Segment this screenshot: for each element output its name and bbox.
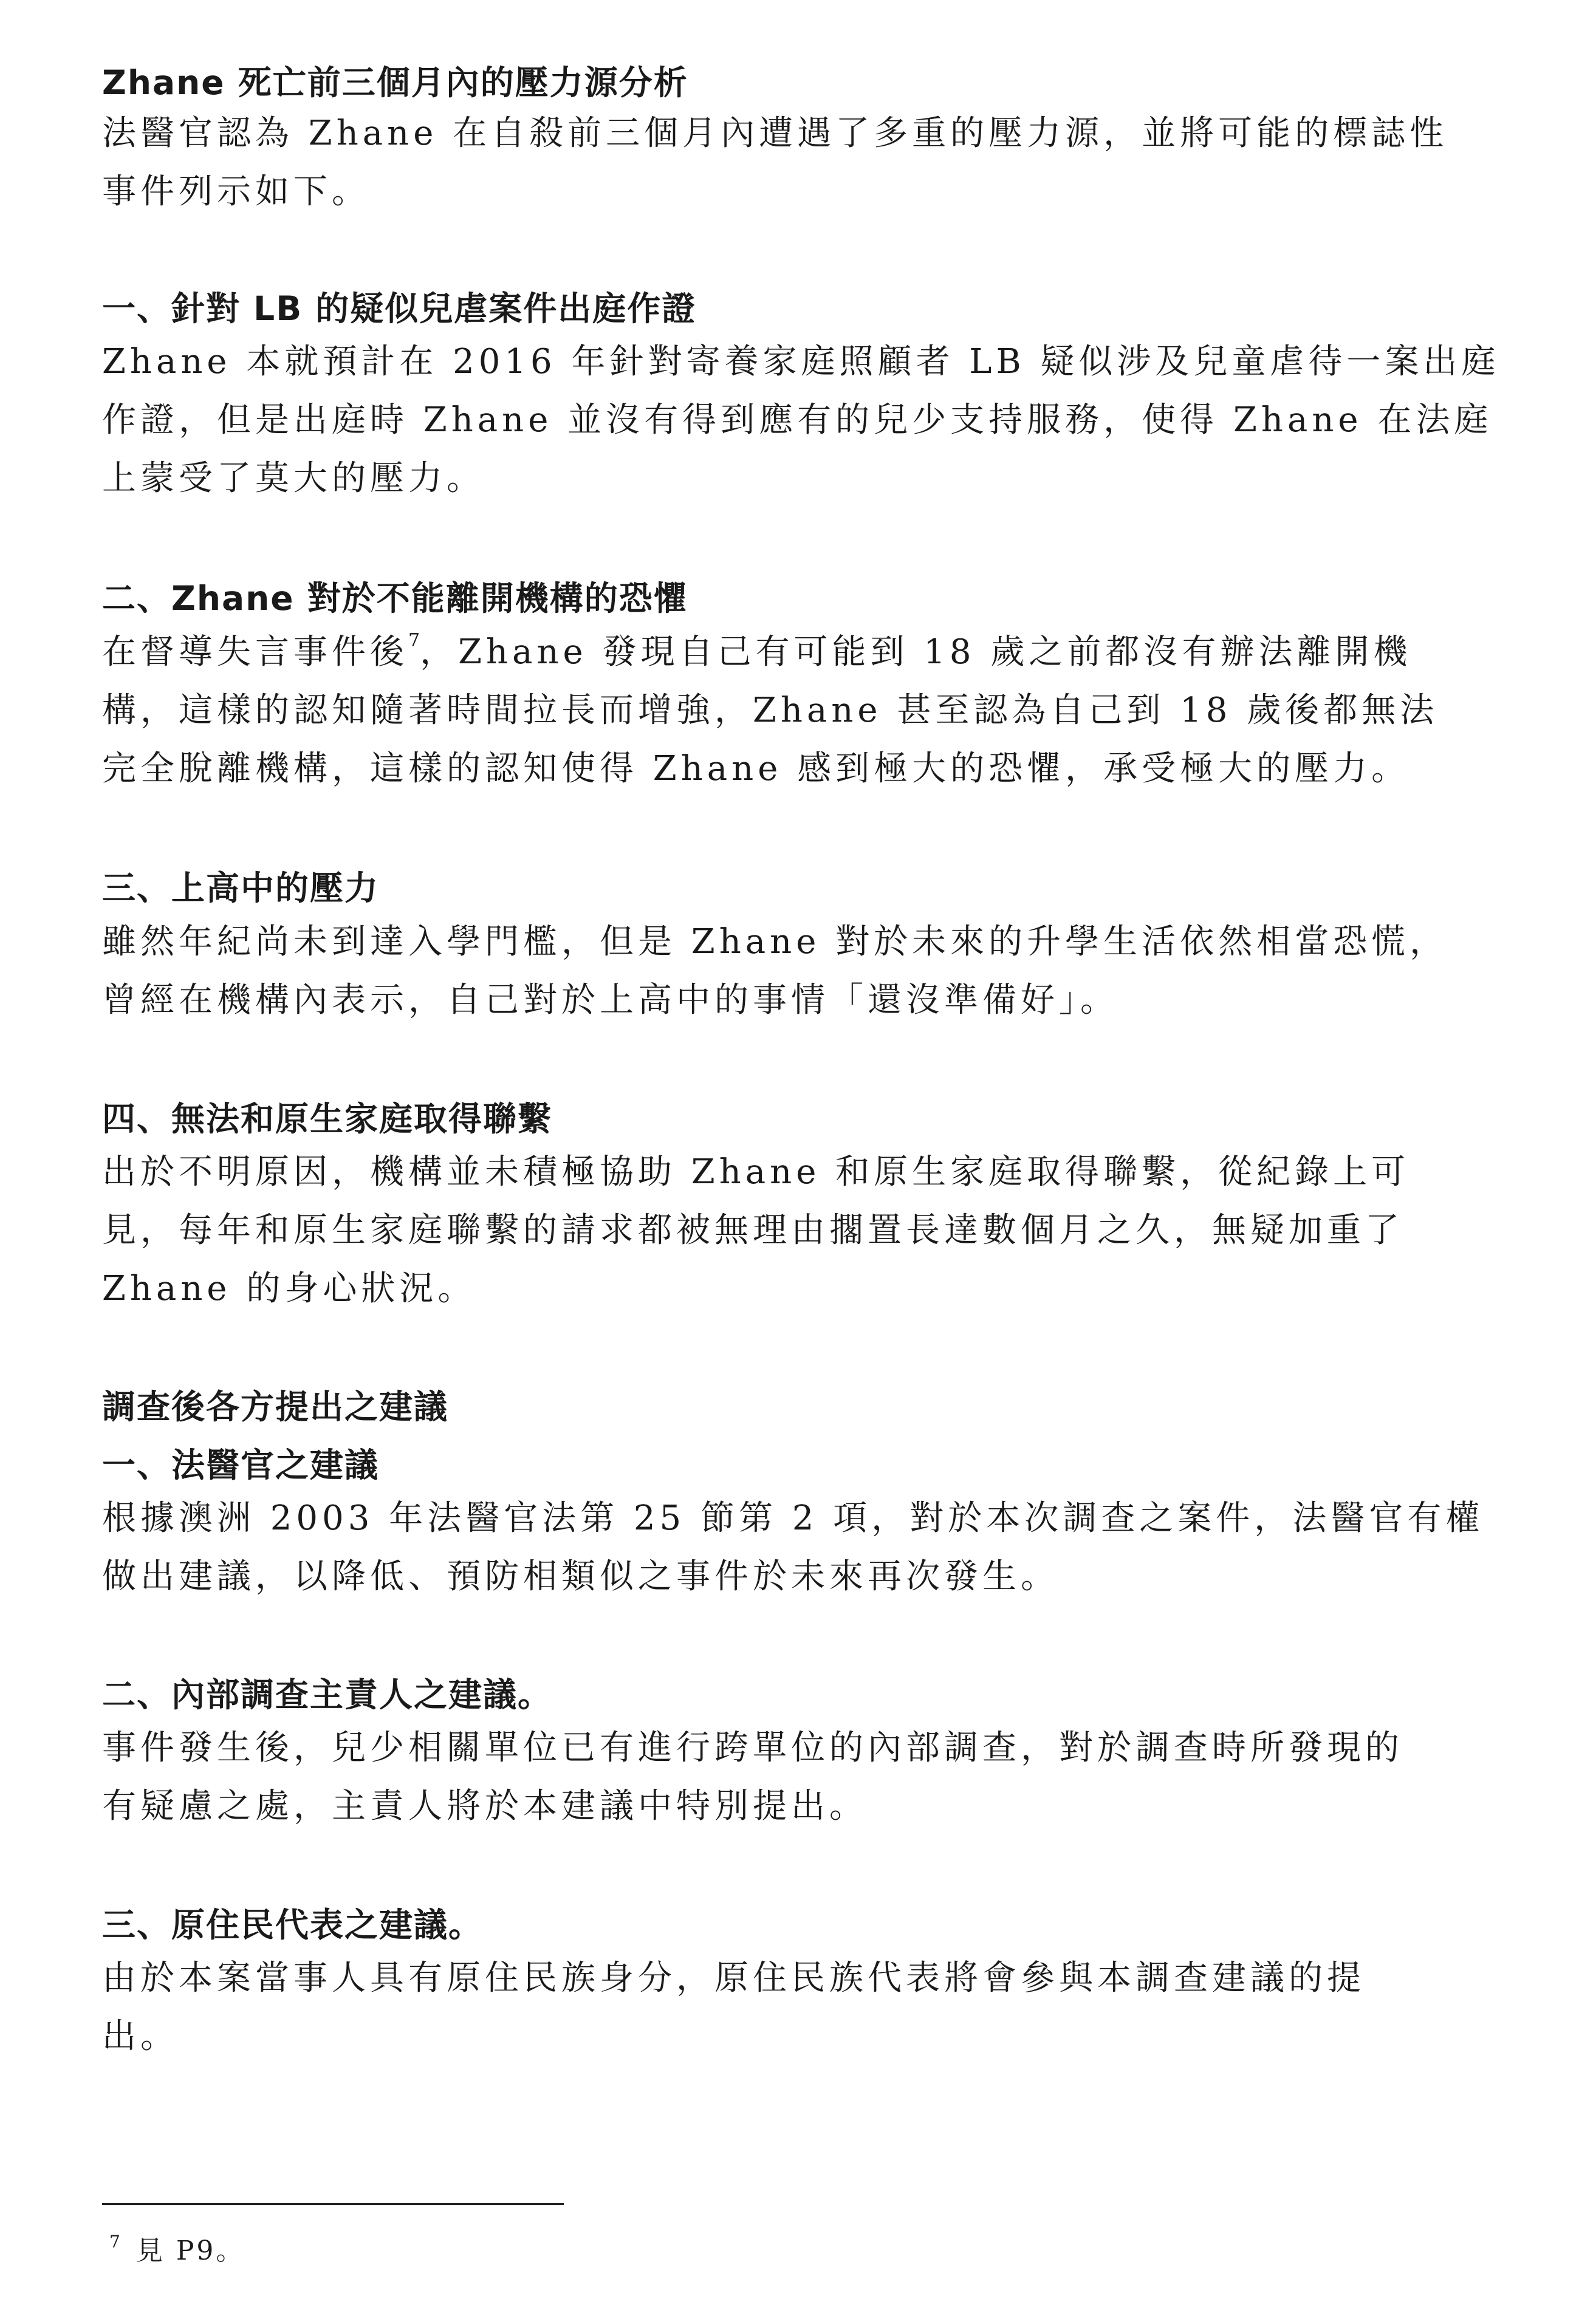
paragraph-line	[102, 623, 1451, 682]
paragraph-item-4	[102, 1143, 1451, 1318]
paragraph-line: 有疑慮之處，主責人將於本建議中特別提出。	[102, 1786, 868, 1826]
paragraph-line: 上蒙受了莫大的壓力。	[102, 459, 485, 498]
paragraph-line: Zhane 本就預計在 2016 年針對寄養家庭照顧者 LB 疑似涉及兒童虐待一案出庭	[102, 342, 1500, 381]
recommendation-3-title: 三、原住民代表之建議。	[102, 1905, 484, 1944]
paragraph-item-3	[102, 913, 1451, 1030]
footnote-text: 見 P9。	[135, 2235, 245, 2266]
paragraph-line: 由於本案當事人具有原住民族身分，原住民族代表將會參與本調查建議的提	[102, 1958, 1365, 1998]
paragraph-recommendation-3	[102, 1949, 1451, 2066]
paragraph-line: 事件列示如下。	[102, 172, 370, 211]
paragraph-text: 在督導失言事件後	[102, 632, 408, 672]
footnote-divider	[102, 2203, 564, 2205]
paragraph-line: Zhane 的身心狀況。	[102, 1269, 476, 1308]
paragraph-line: 事件發生後，兒少相關單位已有進行跨單位的內部調查，對於調查時所發現的	[102, 1728, 1403, 1768]
paragraph-recommendation-1	[102, 1489, 1484, 1606]
item-1-title: 一、針對 LB 的疑似兒虐案件出庭作證	[102, 289, 697, 328]
paragraph-line: 出於不明原因，機構並未積極協助 Zhane 和原生家庭取得聯繫，從紀錄上可	[102, 1152, 1410, 1192]
footnote	[109, 2233, 245, 2269]
recommendations-title: 調查後各方提出之建議	[102, 1387, 449, 1426]
paragraph-text: ，Zhane 發現自己有可能到 18 歲之前都沒有辦法離開機	[420, 632, 1412, 672]
footnote-reference: 7	[408, 630, 420, 651]
paragraph-line: 完全脫離機構，這樣的認知使得 Zhane 感到極大的恐懼，承受極大的壓力。	[102, 749, 1410, 788]
recommendation-2-title: 二、內部調查主責人之建議。	[102, 1675, 553, 1714]
paragraph-item-1	[102, 333, 1500, 508]
paragraph-item-2	[102, 623, 1451, 798]
paragraph-line: 作證，但是出庭時 Zhane 並沒有得到應有的兒少支持服務，使得 Zhane 在法庭	[102, 400, 1493, 440]
section-title-stress: Zhane 死亡前三個月內的壓力源分析	[102, 63, 688, 102]
paragraph-recommendation-2	[102, 1719, 1451, 1836]
paragraph-line: 見，每年和原生家庭聯繫的請求都被無理由擱置長達數個月之久，無疑加重了	[102, 1211, 1403, 1250]
paragraph-line: 雖然年紀尚未到達入學門檻，但是 Zhane 對於未來的升學生活依然相當恐慌，	[102, 922, 1448, 962]
footnote-mark: 7	[109, 2232, 123, 2252]
paragraph-line: 曾經在機構內表示，自己對於上高中的事情「還沒準備好」。	[102, 980, 1118, 1020]
paragraph-line: 法醫官認為 Zhane 在自殺前三個月內遭遇了多重的壓力源，並將可能的標誌性	[102, 114, 1448, 153]
item-3-title: 三、上高中的壓力	[102, 869, 380, 907]
item-4-title: 四、無法和原生家庭取得聯繫	[102, 1099, 553, 1138]
paragraph-line: 構，這樣的認知隨著時間拉長而增強，Zhane 甚至認為自己到 18 歲後都無法	[102, 691, 1439, 730]
recommendation-1-title: 一、法醫官之建議	[102, 1446, 380, 1485]
paragraph-line: 出。	[102, 2017, 179, 2056]
item-2-title: 二、Zhane 對於不能離開機構的恐懼	[102, 579, 688, 618]
paragraph-line: 做出建議，以降低、預防相類似之事件於未來再次發生。	[102, 1557, 1059, 1596]
paragraph-stress	[102, 104, 1451, 221]
paragraph-line: 根據澳洲 2003 年法醫官法第 25 節第 2 項，對於本次調查之案件，法醫官有權	[102, 1499, 1484, 1538]
